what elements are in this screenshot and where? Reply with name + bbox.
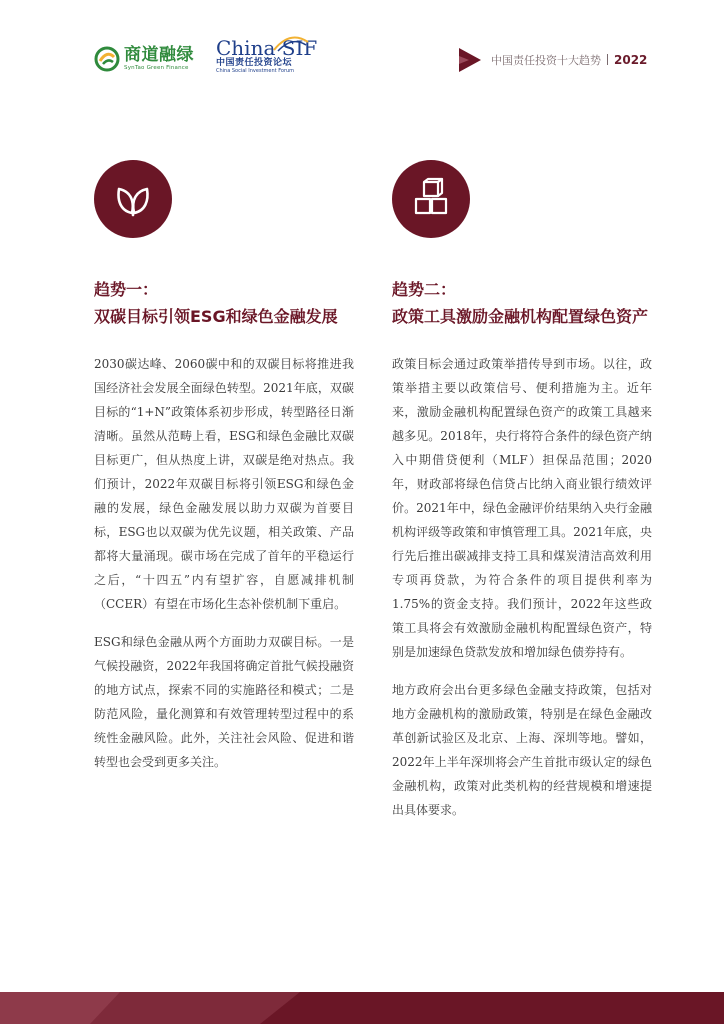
- footer-band: [0, 992, 724, 1024]
- trend-two-column: [392, 160, 652, 822]
- syntao-logo: [94, 46, 194, 72]
- syntao-mark-icon: [94, 46, 120, 72]
- report-title: 中国责任投资十大趋势 2022: [491, 53, 648, 67]
- trend-one-badge: [94, 160, 172, 238]
- report-header: [457, 48, 647, 72]
- cubes-icon: [409, 177, 453, 221]
- chinasif-logo-en: China Social Investment Forum: [216, 68, 295, 74]
- trend-one-column: [94, 160, 354, 774]
- trend-one-paragraph-1: 2030碳达峰、2060碳中和的双碳目标将推进我国经济社会发展全面绿色转型。2021年底，双碳目标的“1+N”政策体系初步形成，转型路径日渐清晰。虽然从范畴上看，ESG和绿色金融比双碳目标更广，但从热度上讲，双碳是绝对热点。我们预计，2022年双碳目标将引领ESG和绿色金融的发展，绿色金融发展以助力双碳为首要目标，ESG也以双碳为优先议题，相关政策、产品都将大量涌现。碳市场在完成了首年的平稳运行之后，“十四五”内有望扩容，自愿减排机制（CCER）有望在市场化生态补偿机制下重启。: [94, 357, 354, 611]
- trend-two-label: 趋势二：: [392, 280, 457, 299]
- trend-two-paragraph-2: 地方政府会出台更多绿色金融支持政策，包括对地方金融机构的激励政策，特别是在绿色金融改革创新试验区及北京、上海、深圳等地。譬如，2022年上半年深圳将会产生首批市级认定的绿色金融机构，政策对此类机构的经营规模和增速提出具体要求。: [392, 683, 652, 817]
- chinasif-arc-icon: [270, 32, 310, 52]
- trend-two-paragraph-1: 政策目标会通过政策举措传导到市场。以往，政策举措主要以政策信号、便利措施为主。近年来，激励金融机构配置绿色资产的政策工具越来越多见。2018年，央行将符合条件的绿色资产纳入中期借贷便利（MLF）担保品范围；2020年，财政部将绿色信贷占比纳入商业银行绩效评价。2021年中，绿色金融评价结果纳入央行金融机构评级等政策和审慎管理工具。2021年底，央行先后推出碳减排支持工具和煤炭清洁高效利用专项再贷款，为符合条件的项目提供利率为1.75%的资金支持。我们预计，2022年这些政策工具将会有效激励金融机构配置绿色资产，特别是加速绿色贷款发放和增加绿色债券持有。: [392, 357, 652, 659]
- syntao-logo-sub: SynTao Green Finance: [124, 64, 189, 71]
- trend-two-body: [392, 352, 652, 822]
- trend-one-title: 双碳目标引领ESG和绿色金融发展: [94, 307, 338, 326]
- syntao-logo-name: 商道融绿: [124, 44, 194, 65]
- trend-one-label: 趋势一：: [94, 280, 159, 299]
- page-header: [0, 0, 724, 110]
- trend-one-paragraph-2: ESG和绿色金融从两个方面助力双碳目标。一是气候投融资，2022年我国将确定首批气候投融资的地方试点，探索不同的实施路径和模式；二是防范风险，量化测算和有效管理转型过程中的系统性金融风险。此外，关注社会风险、促进和谐转型也会受到更多关注。: [94, 635, 354, 769]
- chinasif-logo: [216, 38, 317, 74]
- trend-one-body: [94, 352, 354, 774]
- header-divider: [607, 54, 608, 65]
- leaf-icon: [111, 177, 155, 221]
- chinasif-logo-name: China SIF: [216, 36, 318, 60]
- triangle-play-icon: [457, 48, 483, 72]
- trend-two-badge: [392, 160, 470, 238]
- report-year: 2022: [614, 53, 648, 67]
- chinasif-logo-cn: 中国责任投资论坛: [216, 58, 293, 68]
- trend-two-title: 政策工具激励金融机构配置绿色资产: [392, 307, 649, 326]
